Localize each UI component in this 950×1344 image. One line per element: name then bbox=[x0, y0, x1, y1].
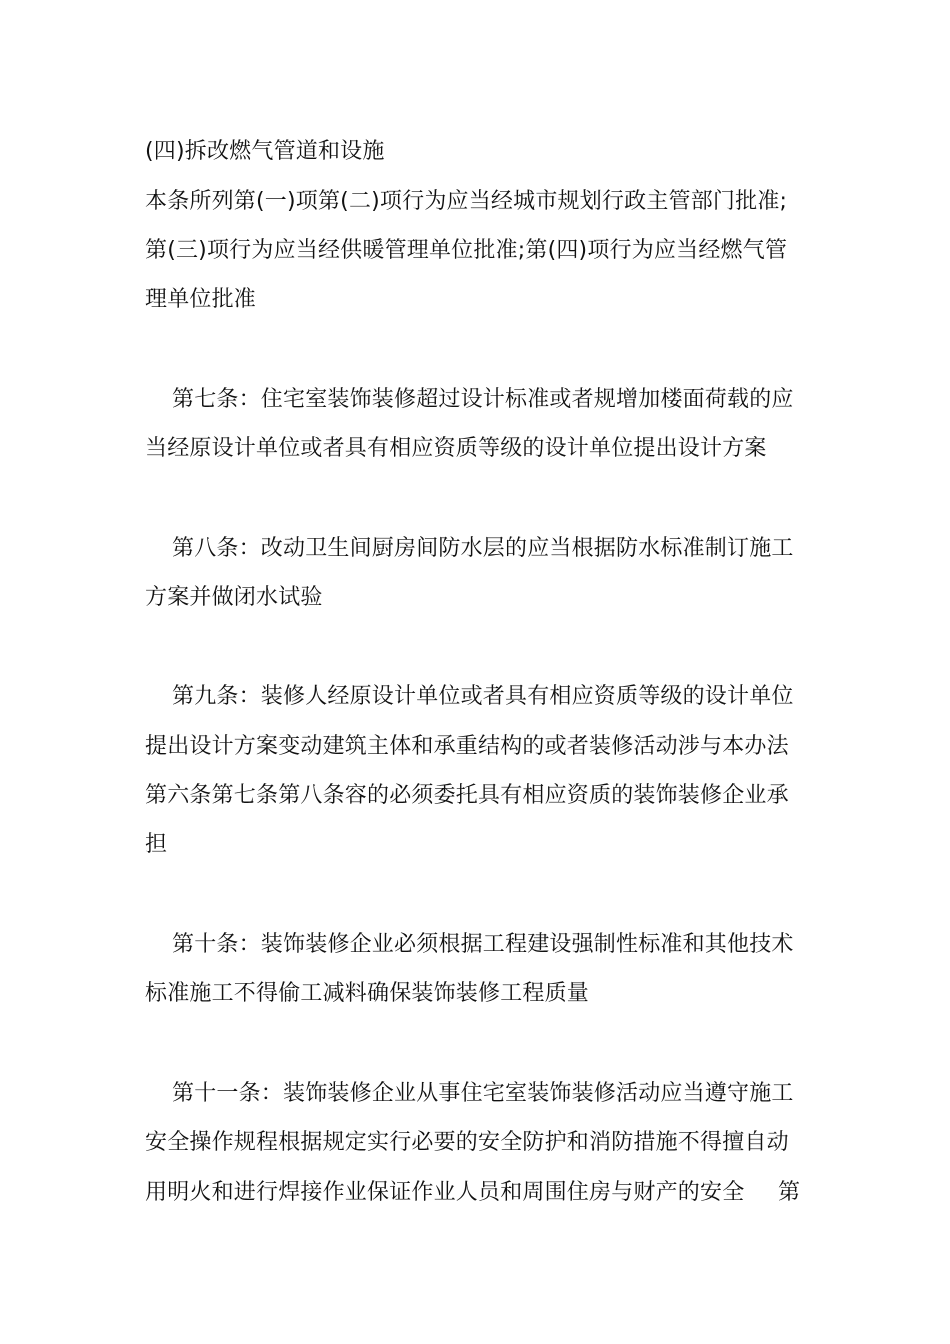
text-line-approval-3: 理单位批准 bbox=[145, 287, 257, 312]
article-11-line-1: 第十一条：装饰装修企业从事住宅室装饰装修活动应当遵守施工 bbox=[172, 1081, 794, 1106]
text-line-item-four: (四)拆改燃气管道和设施 bbox=[145, 139, 385, 164]
article-9-line-4: 担 bbox=[145, 832, 168, 857]
article-7-line-2: 当经原设计单位或者具有相应资质等级的设计单位提出设计方案 bbox=[145, 436, 767, 461]
article-10-line-1: 第十条：装饰装修企业必须根据工程建设强制性标准和其他技术 bbox=[172, 932, 794, 957]
article-7-line-1: 第七条：住宅室装饰装修超过设计标准或者规增加楼面荷载的应 bbox=[172, 387, 794, 412]
text-line-approval-1: 本条所列第(一)项第(二)项行为应当经城市规划行政主管部门批准; bbox=[145, 189, 788, 214]
article-10-line-2: 标准施工不得偷工减料确保装饰装修工程质量 bbox=[145, 981, 590, 1006]
article-9-line-3: 第六条第七条第八条容的必须委托具有相应资质的装饰装修企业承 bbox=[145, 783, 789, 808]
article-8-line-1: 第八条：改动卫生间厨房间防水层的应当根据防水标准制订施工 bbox=[172, 536, 794, 561]
article-11-line-2: 安全操作规程根据规定实行必要的安全防护和消防措施不得擅自动 bbox=[145, 1130, 789, 1155]
text-line-approval-2: 第(三)项行为应当经供暖管理单位批准;第(四)项行为应当经燃气管 bbox=[145, 238, 788, 263]
article-11-line-3: 用明火和进行焊接作业保证作业人员和周围住房与财产的安全 bbox=[145, 1180, 745, 1205]
article-9-line-1: 第九条：装修人经原设计单位或者具有相应资质等级的设计单位 bbox=[172, 684, 794, 709]
article-8-line-2: 方案并做闭水试验 bbox=[145, 585, 323, 610]
continuation-text: 第 bbox=[778, 1180, 801, 1205]
article-9-line-2: 提出设计方案变动建筑主体和承重结构的或者装修活动涉与本办法 bbox=[145, 734, 789, 759]
